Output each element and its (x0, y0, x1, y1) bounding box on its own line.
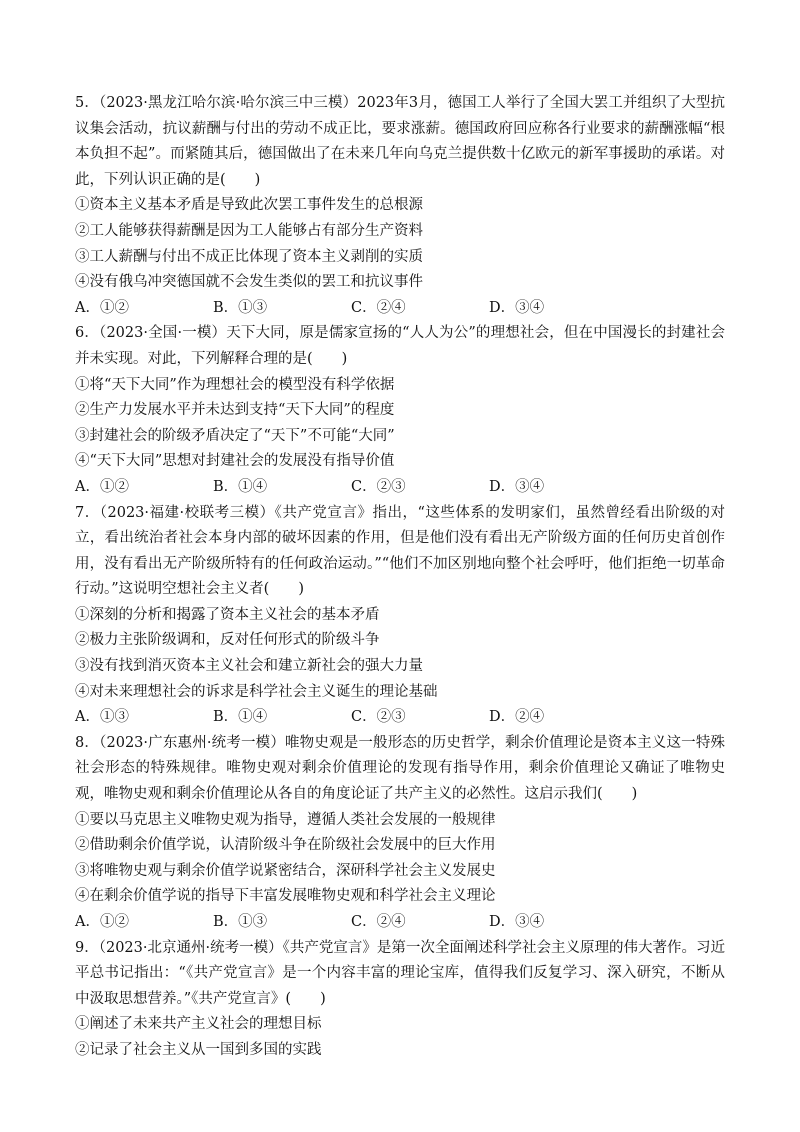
question-stem: 8．（2023·广东惠州·统考一模）唯物史观是一般形态的历史哲学，剩余价值理论是资本主义这一特殊社会形态的特殊规律。唯物史观对剩余价值理论的发现有指导作用，剩余价值理论又确证了唯物史观，唯物史观和剩余价值理论从各自的角度论证了共产主义的必然性。这启示我们( ) (75, 734, 725, 803)
question-stem: 6．（2023·全国·一模）天下大同，原是儒家宣扬的“人人为公”的理想社会，但在中国漫长的封建社会并未实现。对此，下列解释合理的是( ) (75, 325, 725, 367)
question-8 (75, 731, 725, 936)
choice-c: C．②④ (351, 299, 406, 316)
answer-choices (75, 705, 725, 731)
choice-a: A．①② (75, 914, 129, 930)
option-item: ①资本主义基本矛盾是导致此次罢工事件发生的总根源 (75, 197, 423, 214)
choice-b: B．①④ (213, 478, 268, 495)
option-item: ②借助剩余价值学说，认清阶级斗争在阶级社会发展中的巨大作用 (75, 837, 496, 854)
choice-a: A．①② (75, 478, 129, 495)
choice-b: B．①④ (213, 709, 268, 726)
option-item: ①要以马克思主义唯物史观为指导，遵循人类社会发展的一般规律 (75, 811, 496, 828)
option-item: ②工人能够获得薪酬是因为工人能够占有部分生产资料 (75, 222, 423, 239)
option-item: ②记录了社会主义从一国到多国的实践 (75, 1041, 322, 1058)
option-item: ③没有找到消灭资本主义社会和建立新社会的强大力量 (75, 658, 423, 675)
option-item: ①深刻的分析和揭露了资本主义社会的基本矛盾 (75, 606, 380, 623)
choice-c: C．②③ (351, 709, 406, 726)
answer-choices (75, 296, 725, 322)
question-5 (75, 91, 725, 321)
choice-a: A．①② (75, 299, 129, 316)
option-item: ③封建社会的阶级矛盾决定了“天下”不可能“大同” (75, 427, 395, 444)
option-item: ③工人薪酬与付出不成正比体现了资本主义剥削的实质 (75, 248, 423, 265)
answer-choices (75, 910, 725, 936)
choice-b: B．①③ (213, 299, 268, 316)
option-item: ②极力主张阶级调和，反对任何形式的阶级斗争 (75, 632, 380, 649)
choice-d: D．③④ (489, 478, 545, 495)
choice-d: D．③④ (489, 914, 545, 930)
question-stem: 5．（2023·黑龙江哈尔滨·哈尔滨三中三模）2023年3月，德国工人举行了全国大罢工并组织了大型抗议集会活动，抗议薪酬与付出的劳动不成正比，要求涨薪。德国政府回应称各行业要求的薪酬涨幅“根本负担不起”。而紧随其后，德国做出了在未来几年向乌克兰提供数十亿欧元的新军事援助的承诺。对此，下列认识正确的是( ) (75, 95, 725, 188)
choice-a: A．①③ (75, 709, 129, 726)
option-item: ②生产力发展水平并未达到支持“天下大同”的程度 (75, 402, 395, 419)
choice-d: D．③④ (489, 299, 545, 316)
option-item: ①将“天下大同”作为理想社会的模型没有科学依据 (75, 376, 395, 393)
question-7 (75, 501, 725, 731)
option-item: ④“天下大同”思想对封建社会的发展没有指导价值 (75, 453, 395, 470)
question-list (75, 91, 725, 1064)
option-item: ④在剩余价值学说的指导下丰富发展唯物史观和科学社会主义理论 (75, 888, 496, 905)
option-item: ④对未来理想社会的诉求是科学社会主义诞生的理论基础 (75, 683, 438, 700)
question-6 (75, 321, 725, 500)
option-item: ③将唯物史观与剩余价值学说紧密结合，深研科学社会主义发展史 (75, 862, 496, 879)
option-item: ①阐述了未来共产主义社会的理想目标 (75, 1016, 322, 1033)
choice-c: C．②④ (351, 914, 406, 930)
choice-b: B．①③ (213, 914, 268, 930)
choice-c: C．②③ (351, 478, 406, 495)
choice-d: D．②④ (489, 709, 545, 726)
question-stem: 7．（2023·福建·校联考三模）《共产党宣言》指出，“这些体系的发明家们，虽然曾经看出阶级的对立，看出统治者社会本身内部的破坏因素的作用，但是他们没有看出无产阶级方面的任何历史首创作用，没有看出无产阶级所特有的任何政治运动。”“他们不加区别地向整个社会呼吁，他们拒绝一切革命行动。”这说明空想社会主义者( ) (75, 504, 725, 598)
question-9 (75, 936, 725, 1064)
question-stem: 9．（2023·北京通州·统考一模）《共产党宣言》是第一次全面阐述科学社会主义原理的伟大著作。习近平总书记指出：“《共产党宣言》是一个内容丰富的理论宝库，值得我们反复学习、深入研究，不断从中汲取思想营养。”《共产党宣言》( ) (75, 939, 725, 1007)
option-item: ④没有俄乌冲突德国就不会发生类似的罢工和抗议事件 (75, 274, 423, 291)
answer-choices (75, 475, 725, 501)
